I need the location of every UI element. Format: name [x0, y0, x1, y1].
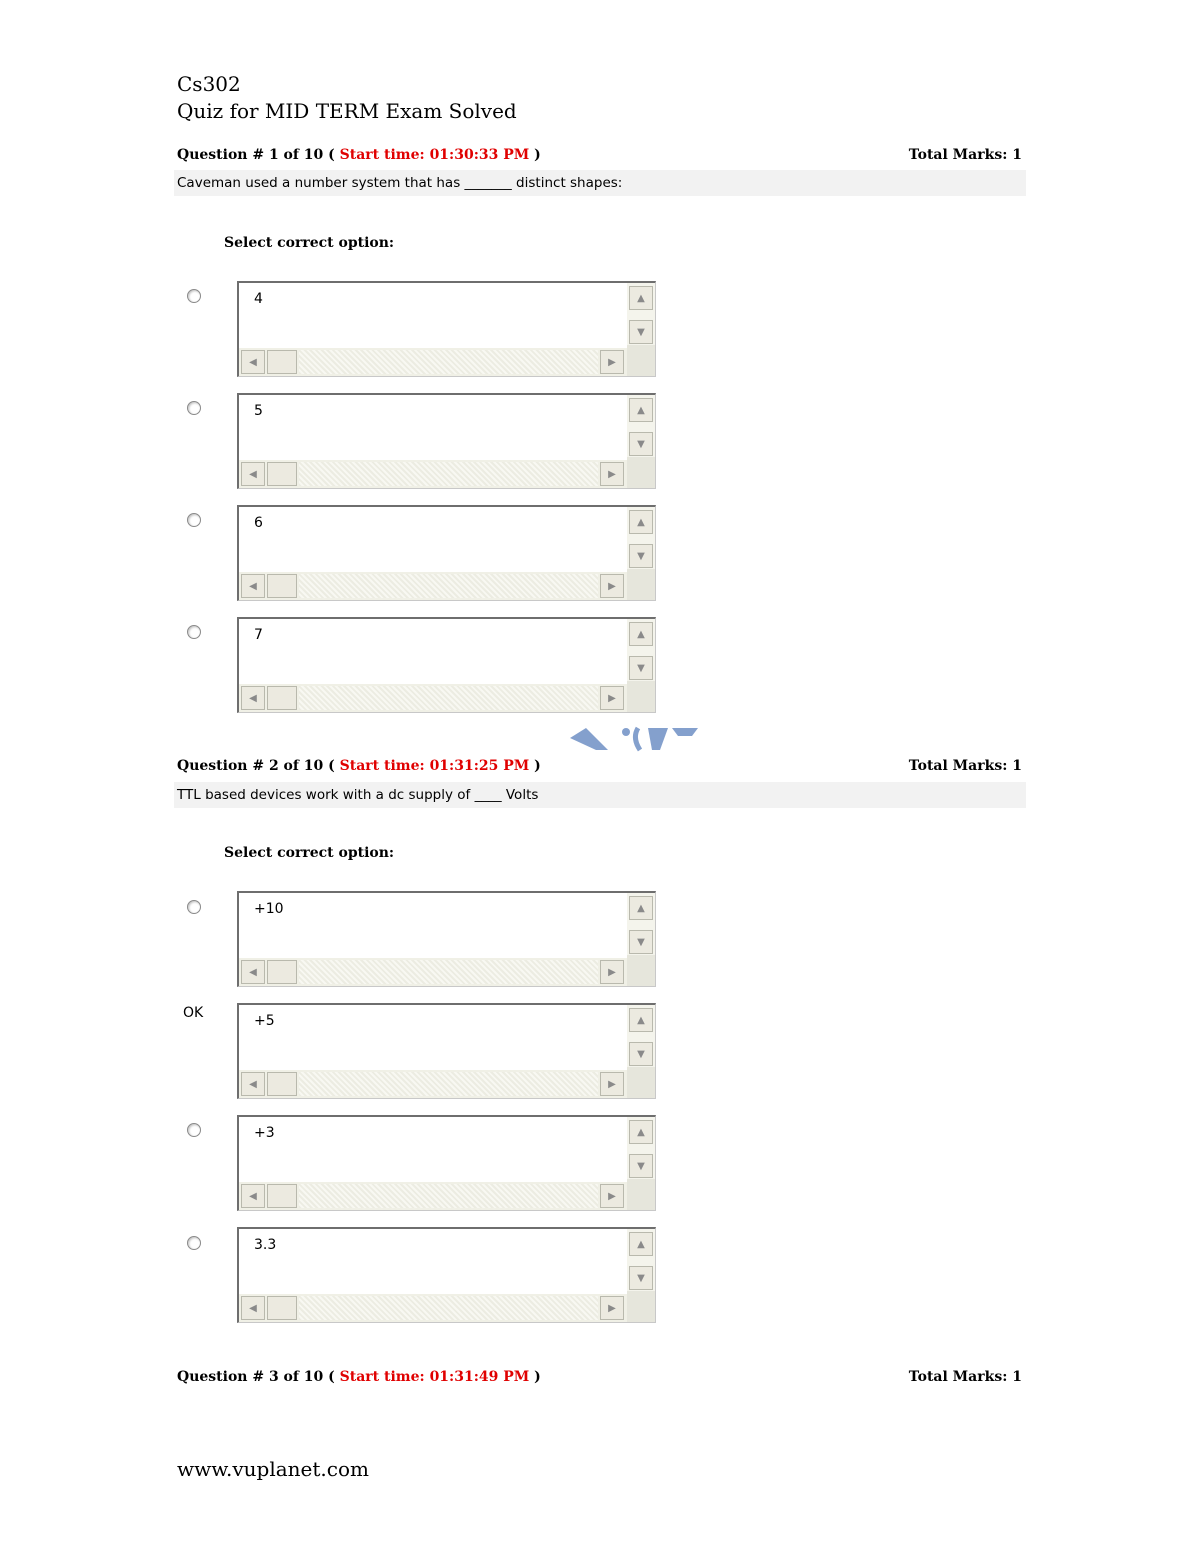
scroll-corner — [627, 955, 655, 986]
vertical-scrollbar[interactable] — [627, 619, 655, 683]
scroll-thumb[interactable] — [267, 1296, 297, 1320]
q2-option-1-radio[interactable] — [187, 900, 201, 914]
triangle-right-icon[interactable]: ▶ — [600, 686, 624, 710]
triangle-down-icon[interactable]: ▼ — [629, 1042, 653, 1066]
scroll-track[interactable] — [299, 960, 598, 984]
question-2-select-label: Select correct option: — [224, 845, 395, 861]
triangle-left-icon[interactable]: ◀ — [241, 350, 265, 374]
question-1-total-marks: Total Marks: 1 — [908, 147, 1022, 163]
triangle-down-icon[interactable]: ▼ — [629, 656, 653, 680]
vertical-scrollbar[interactable] — [627, 1117, 655, 1181]
horizontal-scrollbar[interactable] — [239, 1070, 628, 1098]
scroll-thumb[interactable] — [267, 1072, 297, 1096]
scroll-thumb[interactable] — [267, 574, 297, 598]
scroll-corner — [627, 1291, 655, 1322]
question-1-label: Question # 1 of 10 ( — [177, 147, 335, 163]
question-3-header — [177, 1369, 1025, 1389]
vertical-scrollbar[interactable] — [627, 283, 655, 347]
triangle-down-icon[interactable]: ▼ — [629, 930, 653, 954]
scroll-track[interactable] — [299, 686, 598, 710]
footer-url: www.vuplanet.com — [177, 1457, 369, 1481]
triangle-left-icon[interactable]: ◀ — [241, 1184, 265, 1208]
q2-option-3-radio[interactable] — [187, 1123, 201, 1137]
triangle-down-icon[interactable]: ▼ — [629, 1154, 653, 1178]
q1-option-4-radio[interactable] — [187, 625, 201, 639]
scroll-track[interactable] — [299, 574, 598, 598]
triangle-up-icon[interactable]: ▲ — [629, 622, 653, 646]
triangle-right-icon[interactable]: ▶ — [600, 1296, 624, 1320]
horizontal-scrollbar[interactable] — [239, 572, 628, 600]
horizontal-scrollbar[interactable] — [239, 348, 628, 376]
scroll-track[interactable] — [299, 350, 598, 374]
scroll-thumb[interactable] — [267, 686, 297, 710]
q1-option-2-text: 5 — [254, 403, 263, 419]
horizontal-scrollbar[interactable] — [239, 1182, 628, 1210]
vertical-scrollbar[interactable] — [627, 395, 655, 459]
triangle-up-icon[interactable]: ▲ — [629, 286, 653, 310]
triangle-right-icon[interactable]: ▶ — [600, 1184, 624, 1208]
scroll-track[interactable] — [299, 1184, 598, 1208]
q2-option-2-text: +5 — [254, 1013, 275, 1029]
horizontal-scrollbar[interactable] — [239, 460, 628, 488]
vertical-scrollbar[interactable] — [627, 893, 655, 957]
triangle-right-icon[interactable]: ▶ — [600, 1072, 624, 1096]
question-1-select-label: Select correct option: — [224, 235, 395, 251]
triangle-up-icon[interactable]: ▲ — [629, 1120, 653, 1144]
vertical-scrollbar[interactable] — [627, 507, 655, 571]
q2-option-3-text: +3 — [254, 1125, 275, 1141]
scroll-track[interactable] — [299, 1296, 598, 1320]
question-1-header — [177, 147, 1025, 167]
triangle-left-icon[interactable]: ◀ — [241, 1296, 265, 1320]
triangle-up-icon[interactable]: ▲ — [629, 398, 653, 422]
q2-option-1-text: +10 — [254, 901, 284, 917]
triangle-down-icon[interactable]: ▼ — [629, 544, 653, 568]
q1-option-3-radio[interactable] — [187, 513, 201, 527]
q1-option-1-radio[interactable] — [187, 289, 201, 303]
question-3-start-time: Start time: 01:31:49 PM — [339, 1369, 530, 1385]
question-3-close: ) — [534, 1369, 541, 1385]
horizontal-scrollbar[interactable] — [239, 684, 628, 712]
question-2-start-time: Start time: 01:31:25 PM — [339, 758, 530, 774]
scroll-corner — [627, 457, 655, 488]
question-2-header — [177, 758, 1025, 778]
horizontal-scrollbar[interactable] — [239, 1294, 628, 1322]
scroll-thumb[interactable] — [267, 350, 297, 374]
q1-option-1-box[interactable] — [237, 281, 656, 377]
watermark-logo — [568, 724, 700, 752]
triangle-left-icon[interactable]: ◀ — [241, 960, 265, 984]
q1-option-3-box[interactable] — [237, 505, 656, 601]
triangle-left-icon[interactable]: ◀ — [241, 462, 265, 486]
q1-option-4-text: 7 — [254, 627, 263, 643]
q2-option-2-ok-marker: OK — [183, 1005, 204, 1021]
q1-option-4-box[interactable] — [237, 617, 656, 713]
triangle-down-icon[interactable]: ▼ — [629, 432, 653, 456]
triangle-left-icon[interactable]: ◀ — [241, 1072, 265, 1096]
question-2-label: Question # 2 of 10 ( — [177, 758, 335, 774]
scroll-thumb[interactable] — [267, 1184, 297, 1208]
triangle-up-icon[interactable]: ▲ — [629, 1232, 653, 1256]
q1-option-2-box[interactable] — [237, 393, 656, 489]
q2-option-4-box[interactable] — [237, 1227, 656, 1323]
scroll-track[interactable] — [299, 1072, 598, 1096]
scroll-thumb[interactable] — [267, 960, 297, 984]
scroll-corner — [627, 681, 655, 712]
triangle-right-icon[interactable]: ▶ — [600, 350, 624, 374]
q2-option-2-box[interactable] — [237, 1003, 656, 1099]
question-3-label: Question # 3 of 10 ( — [177, 1369, 335, 1385]
scroll-corner — [627, 345, 655, 376]
triangle-up-icon[interactable]: ▲ — [629, 896, 653, 920]
question-2-close: ) — [534, 758, 541, 774]
triangle-right-icon[interactable]: ▶ — [600, 574, 624, 598]
question-2-total-marks: Total Marks: 1 — [908, 758, 1022, 774]
scroll-thumb[interactable] — [267, 462, 297, 486]
triangle-right-icon[interactable]: ▶ — [600, 462, 624, 486]
question-1-start-time: Start time: 01:30:33 PM — [339, 147, 530, 163]
q2-option-4-text: 3.3 — [254, 1237, 277, 1253]
q1-option-1-text: 4 — [254, 291, 263, 307]
q1-option-3-text: 6 — [254, 515, 263, 531]
q2-option-4-radio[interactable] — [187, 1236, 201, 1250]
vertical-scrollbar[interactable] — [627, 1005, 655, 1069]
question-1-close: ) — [534, 147, 541, 163]
scroll-track[interactable] — [299, 462, 598, 486]
question-1-text: Caveman used a number system that has _______ distinct shapes: — [174, 170, 1026, 196]
triangle-down-icon[interactable]: ▼ — [629, 1266, 653, 1290]
triangle-down-icon[interactable]: ▼ — [629, 320, 653, 344]
vertical-scrollbar[interactable] — [627, 1229, 655, 1293]
triangle-right-icon[interactable]: ▶ — [600, 960, 624, 984]
document-title: Quiz for MID TERM Exam Solved — [177, 99, 517, 123]
q2-option-1-box[interactable] — [237, 891, 656, 987]
q1-option-2-radio[interactable] — [187, 401, 201, 415]
triangle-up-icon[interactable]: ▲ — [629, 1008, 653, 1032]
q2-option-3-box[interactable] — [237, 1115, 656, 1211]
question-3-total-marks: Total Marks: 1 — [908, 1369, 1022, 1385]
triangle-up-icon[interactable]: ▲ — [629, 510, 653, 534]
scroll-corner — [627, 1179, 655, 1210]
scroll-corner — [627, 1067, 655, 1098]
question-2-text: TTL based devices work with a dc supply of ____ Volts — [174, 782, 1026, 808]
horizontal-scrollbar[interactable] — [239, 958, 628, 986]
triangle-left-icon[interactable]: ◀ — [241, 686, 265, 710]
triangle-left-icon[interactable]: ◀ — [241, 574, 265, 598]
scroll-corner — [627, 569, 655, 600]
course-code: Cs302 — [177, 72, 241, 96]
